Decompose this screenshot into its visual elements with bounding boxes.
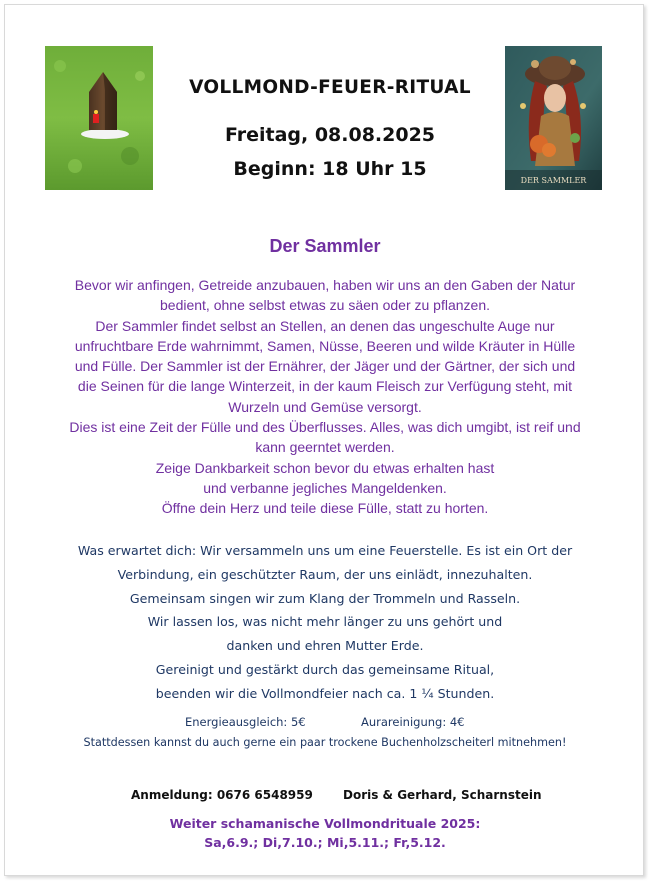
expectation-description: [25, 539, 625, 706]
event-begin-time: Beginn: 18 Uhr 15: [233, 158, 427, 180]
sammler-line: Dies ist eine Zeit der Fülle und des Überflusses. Alles, was dich umgibt, ist reif und: [69, 419, 581, 436]
sammler-line: und Fülle. Der Sammler ist der Ernährer, der Jäger und der Gärtner, der sich und: [74, 358, 576, 375]
book-cover-caption: DER SAMMLER: [520, 176, 587, 185]
flyer-page: [4, 4, 644, 876]
energy-fee: Energieausgleich: 5€: [185, 715, 306, 729]
sammler-line: und verbanne jegliches Mangeldenken.: [203, 479, 447, 496]
registration-hosts: Doris & Gerhard, Scharnstein: [343, 788, 542, 802]
expect-line: Gemeinsam singen wir zum Klang der Trommeln und Rasseln.: [129, 590, 521, 606]
sammler-description: [35, 275, 615, 519]
sammler-line: Der Sammler findet selbst an Stellen, an denen das ungeschulte Auge nur: [95, 317, 555, 334]
upcoming-rituals-dates: Sa,6.9.; Di,7.10.; Mi,5.11.; Fr,5.12.: [204, 835, 446, 850]
event-date: Freitag, 08.08.2025: [224, 124, 436, 146]
shrine-photo: [45, 46, 153, 190]
event-title: VOLLMOND-FEUER-RITUAL: [189, 77, 471, 98]
book-cover-image: [505, 46, 602, 190]
expect-line: Wir lassen los, was nicht mehr länger zu uns gehört und: [147, 614, 503, 630]
aura-fee: Aurareinigung: 4€: [361, 715, 465, 729]
fee-alternative-note: Stattdessen kannst du auch gerne ein paar trockene Buchenholzscheiterl mitnehmen!: [83, 736, 567, 749]
expect-line: Verbindung, ein geschützter Raum, der uns einlädt, innezuhalten.: [117, 566, 533, 582]
expect-line: Was erwartet dich: Wir versammeln uns um eine Feuerstelle. Es ist ein Ort der: [77, 543, 573, 558]
sammler-line: unfruchtbare Erde wahrnimmt, Samen, Nüsse, Beeren und wilde Kräuter in Hülle: [74, 337, 576, 354]
sammler-line: bedient, ohne selbst etwas zu säen oder zu pflanzen.: [160, 297, 490, 314]
upcoming-rituals-title: Weiter schamanische Vollmondrituale 2025:: [169, 816, 481, 831]
expect-line: Gereinigt und gestärkt durch das gemeinsame Ritual,: [155, 661, 495, 677]
sammler-line: kann geerntet werden.: [255, 439, 395, 456]
expect-line: danken und ehren Mutter Erde.: [226, 638, 424, 654]
registration-phone: Anmeldung: 0676 6548959: [131, 788, 313, 802]
sammler-line: Bevor wir anfingen, Getreide anzubauen, haben wir uns an den Gaben der Natur: [74, 277, 576, 293]
expect-line: beenden wir die Vollmondfeier nach ca. 1 ¼ Stunden.: [155, 685, 495, 701]
sammler-line: Wurzeln und Gemüse versorgt.: [228, 398, 422, 415]
sammler-line: Öffne dein Herz und teile diese Fülle, statt zu horten.: [161, 500, 489, 517]
sammler-line: Zeige Dankbarkeit schon bevor du etwas erhalten hast: [155, 459, 495, 476]
sammler-line: die Seinen für die lange Winterzeit, in der kaum Fleisch zur Verfügung steht, mit: [77, 378, 573, 395]
section-title: Der Sammler: [269, 236, 381, 256]
